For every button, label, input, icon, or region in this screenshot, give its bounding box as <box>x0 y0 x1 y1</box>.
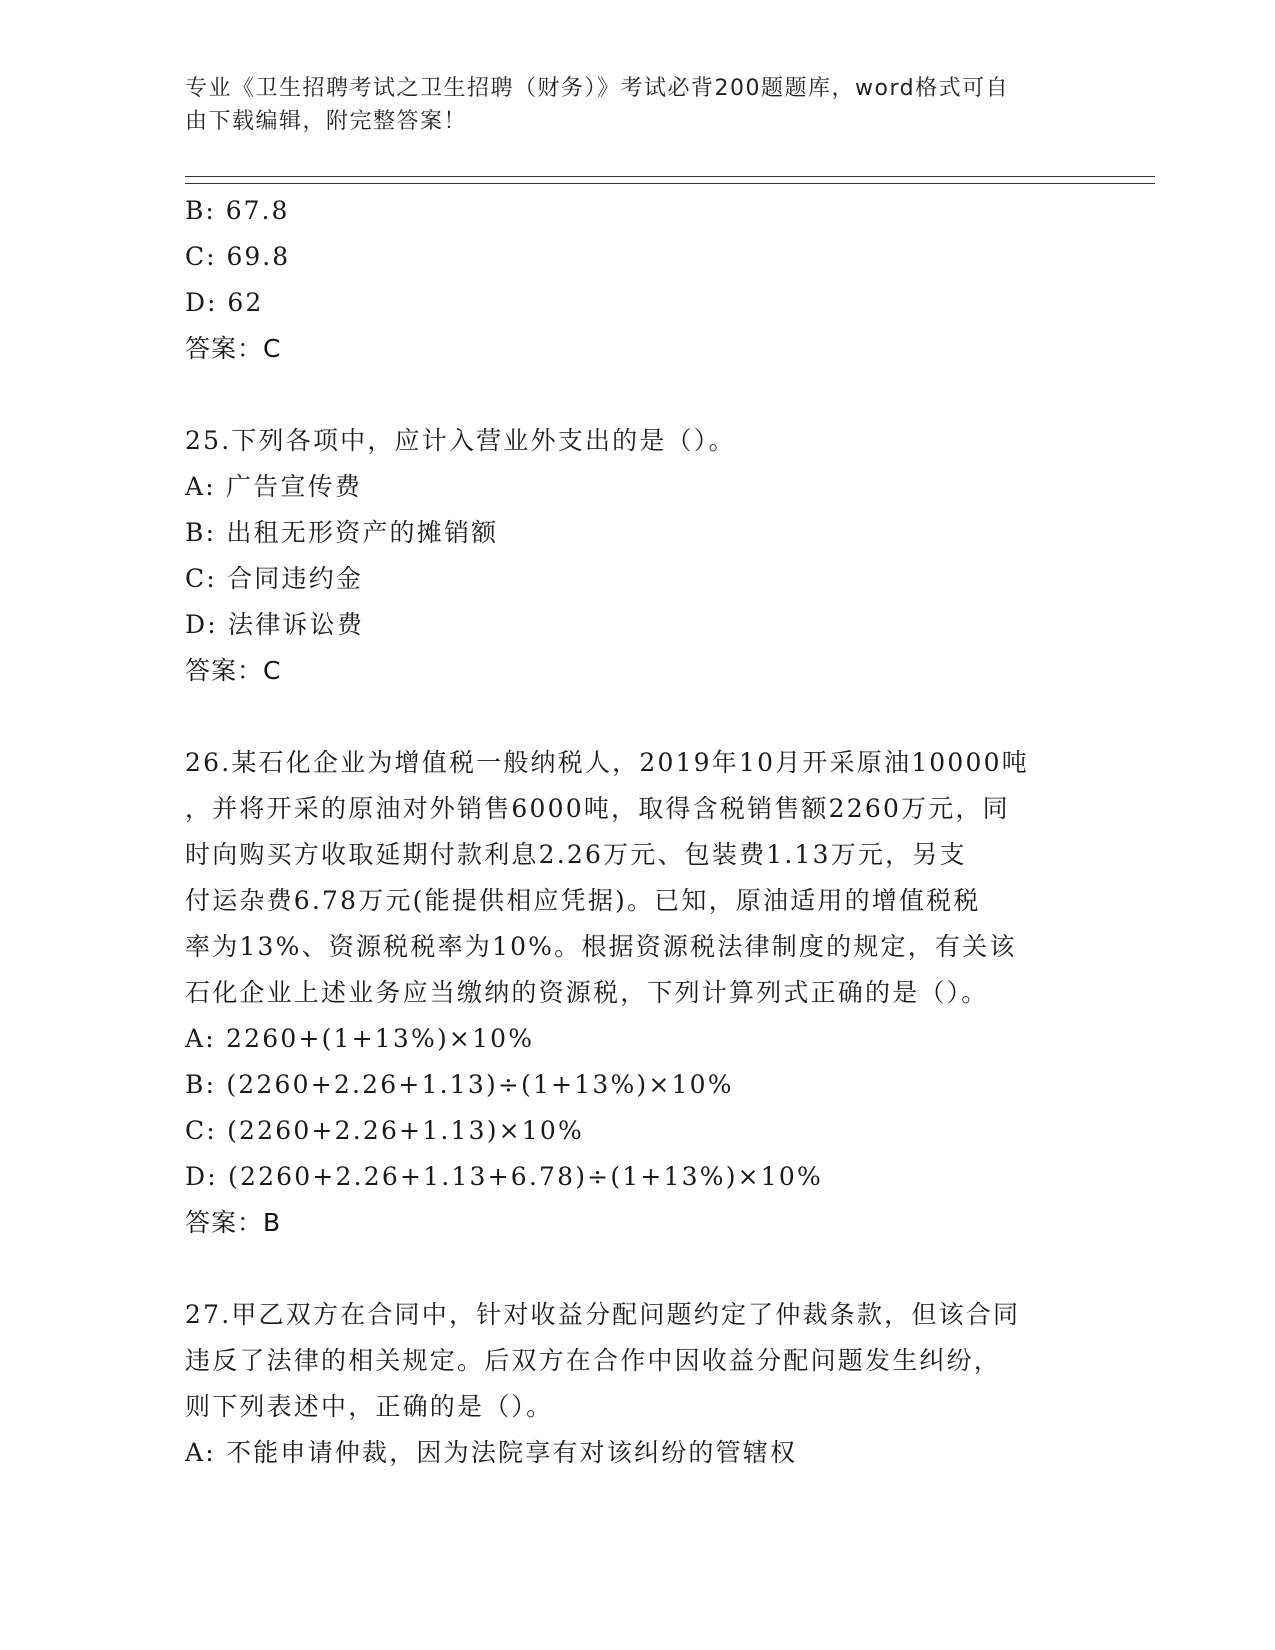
question-stem: 付运杂费6.78万元(能提供相应凭据)。已知，原油适用的增值税税 <box>185 886 981 915</box>
option-d: D: (2260+2.26+1.13+6.78)÷(1+13%)×10% <box>185 1162 823 1191</box>
question-stem: 则下列表述中，正确的是（）。 <box>185 1392 554 1421</box>
option-a: A: 不能申请仲裁，因为法院享有对该纠纷的管辖权 <box>185 1438 798 1467</box>
question-content <box>185 188 1085 1476</box>
spacer <box>185 372 1085 418</box>
question-stem: 27.甲乙双方在合同中，针对收益分配问题约定了仲裁条款，但该合同 <box>185 1300 1021 1329</box>
option-a: A: 2260+(1+13%)×10% <box>185 1024 535 1053</box>
option-c: C: (2260+2.26+1.13)×10% <box>185 1116 584 1145</box>
spacer <box>185 694 1085 740</box>
header-line-1: 专业《卫生招聘考试之卫生招聘（财务）》考试必背200题题库，word格式可自 <box>185 76 1010 101</box>
answer: 答案：B <box>185 1208 282 1237</box>
question-stem: ，并将开采的原油对外销售6000吨，取得含税销售额2260万元，同 <box>185 794 1010 823</box>
spacer <box>185 1246 1085 1292</box>
option-b: B: (2260+2.26+1.13)÷(1+13%)×10% <box>185 1070 734 1099</box>
page-header <box>185 72 1065 138</box>
question-stem: 26.某石化企业为增值税一般纳税人，2019年10月开采原油10000吨 <box>185 748 1029 777</box>
option-d: D: 法律诉讼费 <box>185 610 365 639</box>
option-b: B: 67.8 <box>185 196 290 225</box>
question-stem: 率为13%、资源税税率为10%。根据资源税法律制度的规定，有关该 <box>185 932 1017 961</box>
answer: 答案：C <box>185 334 282 363</box>
continued-question <box>185 188 1085 372</box>
question-stem: 石化企业上述业务应当缴纳的资源税，下列计算列式正确的是（）。 <box>185 978 989 1007</box>
option-d: D: 62 <box>185 288 264 317</box>
question-stem: 25.下列各项中，应计入营业外支出的是（）。 <box>185 426 736 455</box>
header-line-2: 由下载编辑，附完整答案！ <box>185 109 468 134</box>
question-stem: 违反了法律的相关规定。后双方在合作中因收益分配问题发生纠纷， <box>185 1346 1002 1375</box>
header-divider <box>185 176 1155 184</box>
option-c: C: 合同违约金 <box>185 564 364 593</box>
option-a: A: 广告宣传费 <box>185 472 363 501</box>
option-c: C: 69.8 <box>185 242 291 271</box>
option-b: B: 出租无形资产的摊销额 <box>185 518 499 547</box>
question-26 <box>185 740 1085 1246</box>
answer: 答案：C <box>185 656 282 685</box>
question-27 <box>185 1292 1085 1476</box>
question-25 <box>185 418 1085 694</box>
question-stem: 时向购买方收取延期付款利息2.26万元、包装费1.13万元，另支 <box>185 840 967 869</box>
